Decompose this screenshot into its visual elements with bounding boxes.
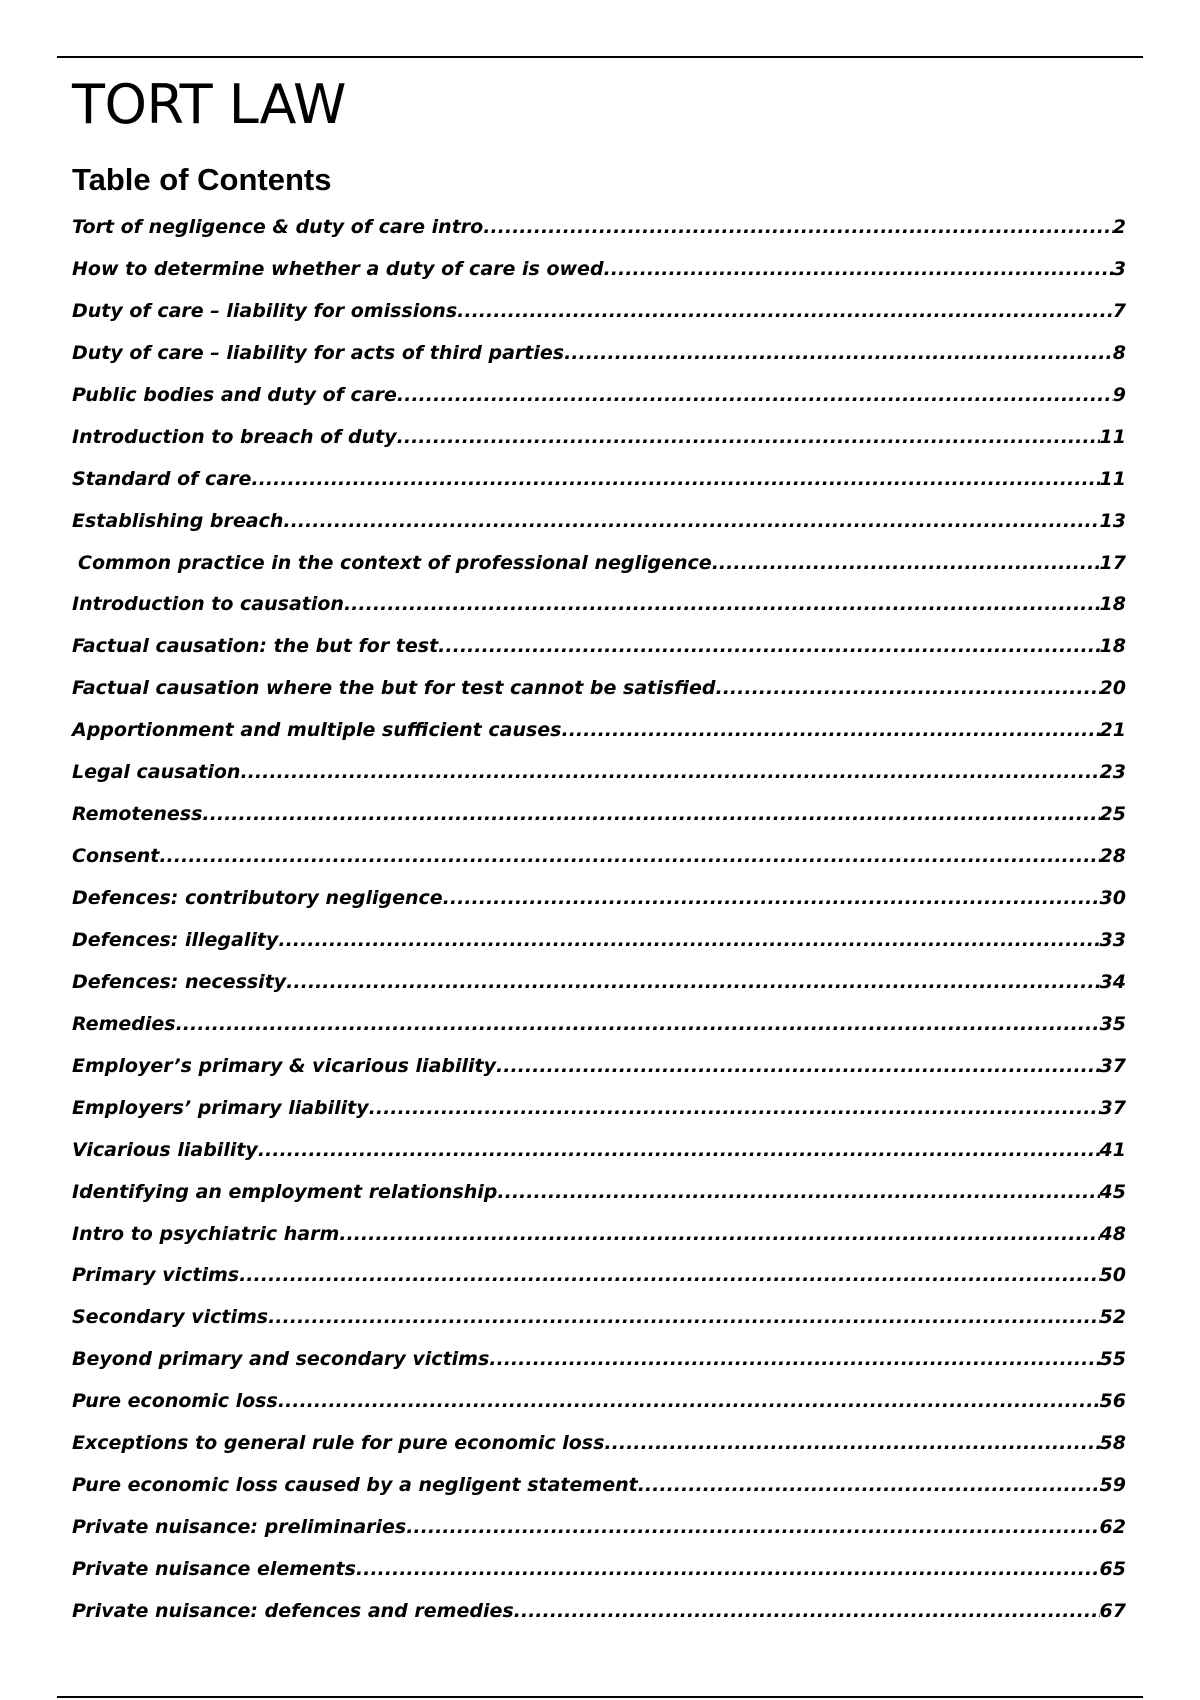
toc-dot-leader	[339, 1219, 1099, 1249]
toc-entry-title: Defences: contributory negligence	[72, 887, 443, 909]
toc-entry[interactable]	[72, 883, 1126, 925]
toc-entry-title: Introduction to causation	[72, 593, 344, 616]
toc-dot-leader	[496, 1051, 1100, 1081]
toc-dot-leader	[369, 1093, 1100, 1123]
toc-entry-page-number: 52	[1099, 1306, 1126, 1329]
toc-entry[interactable]	[72, 1051, 1126, 1093]
toc-entry-page-number: 17	[1099, 551, 1126, 574]
toc-dot-leader	[712, 548, 1100, 578]
toc-dot-leader	[286, 967, 1099, 997]
toc-entry-page-number: 45	[1099, 1180, 1126, 1203]
toc-entry-title: Legal causation	[72, 761, 241, 784]
toc-entry[interactable]	[72, 589, 1126, 631]
toc-entry[interactable]	[72, 841, 1126, 883]
toc-entry[interactable]	[72, 1554, 1126, 1596]
toc-entry-page-number: 18	[1099, 593, 1126, 616]
toc-entry-title: Common practice in the context of professional negligence	[78, 551, 712, 574]
toc-dot-leader	[438, 631, 1099, 661]
toc-entry-title: Defences: illegality	[72, 928, 279, 951]
toc-entry-page-number: 7	[1112, 299, 1126, 322]
document-title: TORT LAW	[72, 73, 346, 136]
toc-entry-title: How to determine whether a duty of care is owed	[72, 257, 604, 280]
toc-dot-leader	[397, 422, 1100, 452]
toc-entry-title: Beyond primary and secondary victims	[72, 1348, 490, 1371]
toc-entry-page-number: 30	[1099, 887, 1126, 909]
toc-entry-title: Remedies	[72, 1012, 176, 1035]
toc-dot-leader	[176, 1009, 1100, 1039]
toc-dot-leader	[716, 673, 1100, 703]
toc-entry-page-number: 56	[1099, 1390, 1126, 1413]
toc-entry-title: Vicarious liability	[72, 1138, 258, 1161]
toc-entry-title: Secondary victims	[72, 1306, 269, 1329]
toc-entry[interactable]	[72, 1512, 1126, 1554]
toc-dot-leader	[604, 254, 1113, 284]
toc-entry-title: Tort of negligence & duty of care intro	[72, 216, 484, 238]
toc-entry-page-number: 65	[1099, 1558, 1126, 1580]
toc-dot-leader	[638, 1470, 1100, 1500]
toc-entry-page-number: 58	[1099, 1432, 1126, 1455]
toc-entry[interactable]	[72, 967, 1126, 1009]
toc-dot-leader	[497, 1177, 1099, 1207]
toc-entry-page-number: 34	[1099, 970, 1126, 993]
toc-entry-page-number: 28	[1099, 845, 1126, 868]
toc-entry-title: Factual causation where the but for test cannot be satisfied	[72, 677, 716, 700]
toc-entry[interactable]	[72, 673, 1126, 715]
toc-dot-leader	[202, 799, 1099, 829]
toc-entry[interactable]	[72, 1596, 1126, 1638]
toc-entry[interactable]	[72, 1428, 1126, 1470]
toc-entry-title: Apportionment and multiple sufficient causes	[72, 719, 562, 742]
toc-entry-page-number: 35	[1099, 1012, 1126, 1035]
toc-entry-title: Intro to psychiatric harm	[72, 1222, 340, 1245]
toc-entry-title: Factual causation: the but for test	[72, 635, 439, 658]
toc-entry-title: Defences: necessity	[72, 970, 287, 993]
toc-dot-leader	[240, 757, 1099, 787]
toc-entry[interactable]	[72, 1386, 1126, 1428]
toc-dot-leader	[356, 1554, 1100, 1584]
toc-entry-page-number: 21	[1099, 719, 1126, 742]
toc-dot-leader	[258, 1135, 1100, 1165]
toc-entry-title: Identifying an employment relationship	[72, 1180, 498, 1203]
toc-entry-title: Employers’ primary liability	[72, 1096, 369, 1119]
toc-entry-page-number: 67	[1099, 1599, 1126, 1622]
toc-entry-page-number: 37	[1099, 1096, 1126, 1119]
toc-entry[interactable]	[72, 715, 1126, 757]
toc-entry[interactable]	[72, 1260, 1126, 1302]
toc-entry-title: Public bodies and duty of care	[72, 383, 397, 406]
toc-entry-title: Introduction to breach of duty	[72, 425, 397, 448]
toc-entry-page-number: 20	[1099, 677, 1126, 700]
toc-dot-leader	[564, 338, 1113, 368]
toc-entry[interactable]	[72, 1302, 1126, 1344]
toc-entry[interactable]	[72, 212, 1126, 254]
toc-entry[interactable]	[72, 799, 1126, 841]
toc-entry-title: Pure economic loss	[72, 1390, 278, 1413]
toc-dot-leader	[278, 1386, 1100, 1416]
toc-dot-leader	[489, 1344, 1099, 1374]
toc-entry-page-number: 2	[1112, 216, 1126, 238]
toc-entry[interactable]	[72, 1177, 1126, 1219]
toc-entry-title: Consent	[72, 845, 160, 868]
toc-entry-title: Duty of care – liability for acts of third parties	[72, 341, 565, 364]
toc-dot-leader	[239, 1260, 1099, 1290]
toc-entry[interactable]	[72, 464, 1126, 506]
toc-entry[interactable]	[72, 1135, 1126, 1177]
toc-dot-leader	[406, 1512, 1099, 1542]
toc-entry[interactable]	[72, 1009, 1126, 1051]
toc-dot-leader	[514, 1596, 1100, 1626]
toc-entry[interactable]	[72, 925, 1126, 967]
toc-entry-page-number: 50	[1099, 1264, 1126, 1287]
toc-entry-page-number: 59	[1099, 1474, 1126, 1497]
toc-dot-leader	[443, 883, 1100, 913]
toc-dot-leader	[251, 464, 1099, 494]
toc-entry-page-number: 9	[1112, 383, 1126, 406]
toc-dot-leader	[278, 925, 1099, 955]
toc-entry-page-number: 18	[1099, 635, 1126, 658]
toc-entry[interactable]	[72, 1219, 1126, 1261]
toc-entry[interactable]	[72, 422, 1126, 464]
toc-entry[interactable]	[72, 757, 1126, 799]
toc-entry-title: Primary victims	[72, 1264, 240, 1287]
toc-dot-leader	[159, 841, 1099, 871]
toc-entry-page-number: 62	[1099, 1516, 1126, 1539]
toc-entry-title: Establishing breach	[72, 509, 284, 532]
toc-entry[interactable]	[72, 254, 1126, 296]
toc-entry-title: Duty of care – liability for omissions	[72, 299, 458, 322]
toc-entry-page-number: 23	[1099, 761, 1126, 784]
toc-entry[interactable]	[72, 631, 1126, 673]
toc-dot-leader	[268, 1302, 1099, 1332]
toc-entry-page-number: 11	[1099, 425, 1126, 448]
toc-entry-title: Private nuisance: preliminaries	[72, 1516, 407, 1539]
toc-entry-title: Pure economic loss caused by a negligent statement	[72, 1474, 638, 1497]
toc-entry-page-number: 8	[1112, 341, 1126, 364]
toc-entry[interactable]	[72, 506, 1126, 548]
toc-entry-title: Private nuisance: defences and remedies	[72, 1599, 514, 1622]
toc-entry-page-number: 48	[1099, 1222, 1126, 1245]
toc-entry-title: Private nuisance elements	[72, 1558, 356, 1580]
toc-entry[interactable]	[72, 380, 1126, 422]
toc-dot-leader	[283, 506, 1099, 536]
toc-entry-page-number: 13	[1099, 509, 1126, 532]
toc-dot-leader	[397, 380, 1113, 410]
toc-dot-leader	[344, 589, 1100, 619]
toc-entry-page-number: 25	[1099, 803, 1126, 826]
toc-entry-page-number: 33	[1099, 928, 1126, 951]
header-rule	[57, 56, 1143, 58]
toc-entry[interactable]	[72, 338, 1126, 380]
toc-entry-title: Standard of care	[72, 467, 252, 490]
toc-entry-page-number: 41	[1099, 1138, 1126, 1161]
toc-entry[interactable]	[72, 1093, 1126, 1135]
toc-entry-page-number: 11	[1099, 467, 1126, 490]
toc-entry-title: Exceptions to general rule for pure economic loss	[72, 1432, 605, 1455]
footer-rule	[57, 1696, 1143, 1698]
toc-entry[interactable]	[72, 1344, 1126, 1386]
toc-entry[interactable]	[72, 296, 1126, 338]
table-of-contents	[72, 212, 1126, 1638]
toc-entry[interactable]	[72, 548, 1126, 590]
toc-dot-leader	[457, 296, 1113, 326]
toc-entry-page-number: 3	[1112, 257, 1126, 280]
toc-entry[interactable]	[72, 1470, 1126, 1512]
toc-entry-title: Remoteness	[72, 803, 203, 826]
toc-heading: Table of Contents	[72, 162, 332, 197]
toc-entry-page-number: 37	[1099, 1054, 1126, 1077]
toc-dot-leader	[604, 1428, 1099, 1458]
toc-entry-title: Employer’s primary & vicarious liability	[72, 1054, 497, 1077]
toc-dot-leader	[561, 715, 1099, 745]
toc-entry-page-number: 55	[1099, 1348, 1126, 1371]
toc-dot-leader	[483, 212, 1113, 242]
